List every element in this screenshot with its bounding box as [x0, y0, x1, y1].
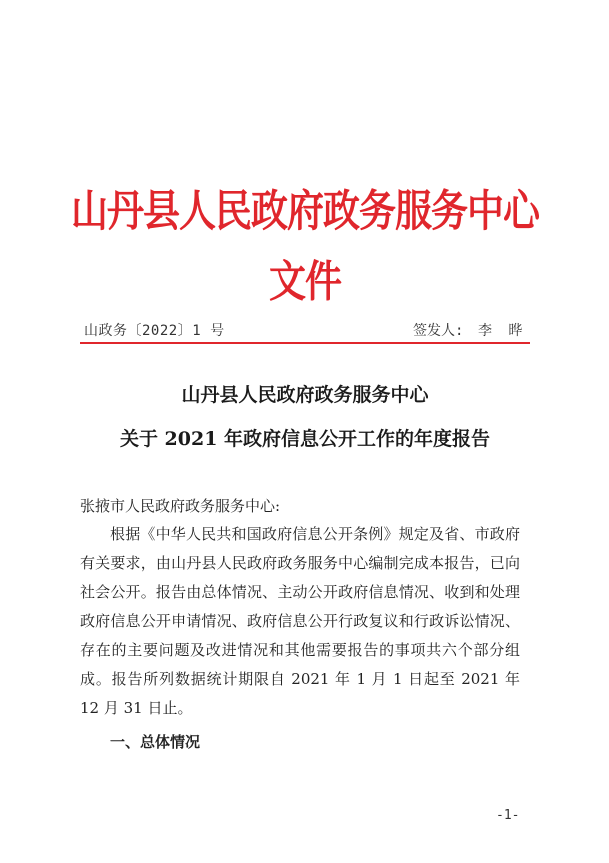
- report-title-line2: 关于 2021 年政府信息公开工作的年度报告: [119, 428, 491, 450]
- report-title-line1: 山丹县人民政府政务服务中心: [181, 384, 429, 406]
- section-heading-overview: 一、总体情况: [110, 733, 201, 751]
- document-header-title: 山丹县人民政府政务服务中心文件: [71, 184, 539, 308]
- document-number: 山政务〔2022〕1 号: [84, 323, 225, 339]
- page-number: -1-: [496, 808, 520, 823]
- signer-name: 李 晔: [478, 323, 527, 339]
- recipient-line: 张掖市人民政府政务服务中心:: [80, 497, 281, 515]
- red-divider-line: [80, 342, 530, 344]
- signer-label: 签发人:: [413, 323, 464, 339]
- body-paragraph: 根据《中华人民共和国政府信息公开条例》规定及省、市政府有关要求，由山丹县人民政府政务服务中心编制完成本报告，已向社会公开。报告由总体情况、主动公开政府信息情况、收到和处理政府信息公开申请情况、政府信息公开行政复议和行政诉讼情况、存在的主要问题及改进情况和其他需要报告的事项共六个部分组成。报告所列数据统计期限自 2021 年 1 月 1 日起至 2021 年 12 月 31 日止。: [80, 525, 520, 717]
